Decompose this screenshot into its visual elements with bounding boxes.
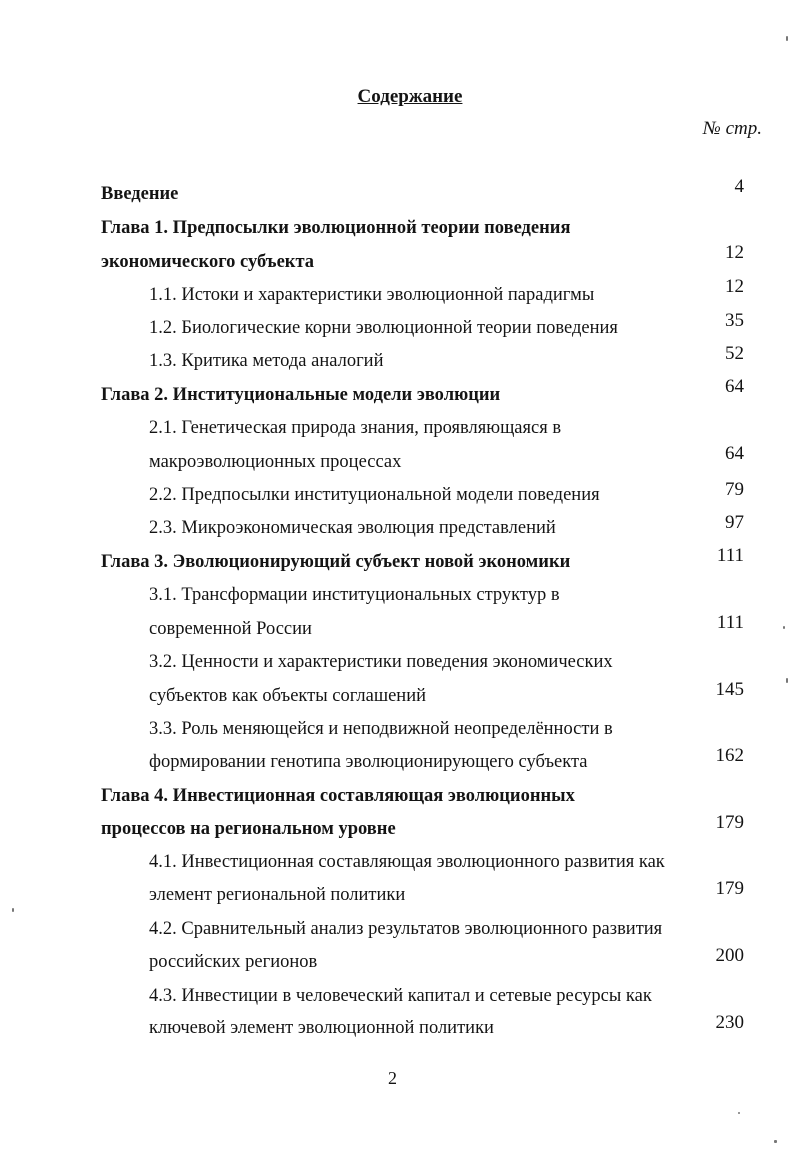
toc-section-2-1-line-1: 2.1. Генетическая природа знания, проявляющаяся в [149, 418, 562, 438]
toc-section-4-1-line-1: 4.1. Инвестиционная составляющая эволюционного развития как [149, 852, 665, 872]
toc-section-3-3-line-1: 3.3. Роль меняющейся и неподвижной неопределённости в [149, 719, 613, 739]
toc-section-3-2-line-1: 3.2. Ценности и характеристики поведения экономических [149, 652, 613, 672]
toc-entry-intro-page: 4 [734, 176, 744, 197]
toc-section-4-2-line-2: российских регионов [149, 952, 318, 972]
toc-section-2-2-label: 2.2. Предпосылки институциональной модели поведения [149, 485, 600, 505]
toc-section-2-1-line-2: макроэволюционных процессах [149, 452, 402, 472]
toc-section-1-1-page: 12 [725, 276, 744, 297]
toc-section-1-2-page: 35 [725, 310, 744, 331]
toc-section-3-1-page: 111 [716, 612, 744, 633]
toc-section-4-3-page: 230 [715, 1012, 744, 1033]
toc-section-1-3-page: 52 [725, 343, 744, 364]
toc-section-4-3-line-1: 4.3. Инвестиции в человеческий капитал и сетевые ресурсы как [149, 986, 652, 1006]
toc-section-3-3-page: 162 [715, 745, 744, 766]
toc-section-3-3-line-2: формировании генотипа эволюционирующего субъекта [149, 752, 588, 772]
toc-section-1-3-label: 1.3. Критика метода аналогий [149, 351, 384, 371]
toc-section-4-3-line-2: ключевой элемент эволюционной политики [149, 1018, 494, 1038]
toc-chapter-2-page: 64 [725, 376, 744, 397]
toc-chapter-1-page: 12 [725, 242, 744, 263]
toc-chapter-1-line-2: экономического субъекта [101, 252, 315, 272]
toc-chapter-2-label: Глава 2. Институциональные модели эволюции [101, 385, 501, 405]
scan-speck [774, 1140, 777, 1143]
toc-section-2-3-label: 2.3. Микроэкономическая эволюция представлений [149, 518, 556, 538]
scan-speck [786, 678, 788, 683]
toc-section-1-2-label: 1.2. Биологические корни эволюционной теории поведения [149, 318, 618, 338]
scan-speck [783, 626, 785, 629]
toc-entry-intro-label: Введение [101, 184, 179, 204]
toc-section-2-1-page: 64 [725, 443, 744, 464]
toc-title: Содержание [357, 86, 463, 107]
toc-section-2-2-page: 79 [725, 479, 744, 500]
scan-speck [12, 908, 14, 912]
toc-chapter-4-page: 179 [715, 812, 744, 833]
toc-section-4-1-line-2: элемент региональной политики [149, 885, 406, 905]
toc-section-3-2-page: 145 [715, 679, 744, 700]
toc-section-4-2-line-1: 4.2. Сравнительный анализ результатов эволюционного развития [149, 919, 663, 939]
toc-section-2-3-page: 97 [725, 512, 744, 533]
footer-page-number: 2 [388, 1068, 397, 1088]
scan-speck [786, 36, 788, 41]
toc-chapter-1-line-1: Глава 1. Предпосылки эволюционной теории поведения [101, 218, 571, 238]
toc-section-3-1-line-2: современной России [149, 619, 312, 639]
page-number-column-header: № стр. [702, 118, 762, 139]
toc-section-3-1-line-1: 3.1. Трансформации институциональных структур в [149, 585, 560, 605]
toc-chapter-4-line-2: процессов на региональном уровне [101, 819, 396, 839]
toc-section-3-2-line-2: субъектов как объекты соглашений [149, 686, 427, 706]
toc-section-4-2-page: 200 [715, 945, 744, 966]
toc-section-4-1-page: 179 [715, 878, 744, 899]
toc-chapter-4-line-1: Глава 4. Инвестиционная составляющая эволюционных [101, 786, 575, 806]
toc-chapter-3-page: 111 [716, 545, 744, 566]
toc-section-1-1-label: 1.1. Истоки и характеристики эволюционной парадигмы [149, 285, 595, 305]
scan-speck [738, 1112, 740, 1114]
toc-chapter-3-label: Глава 3. Эволюционирующий субъект новой экономики [101, 552, 571, 572]
